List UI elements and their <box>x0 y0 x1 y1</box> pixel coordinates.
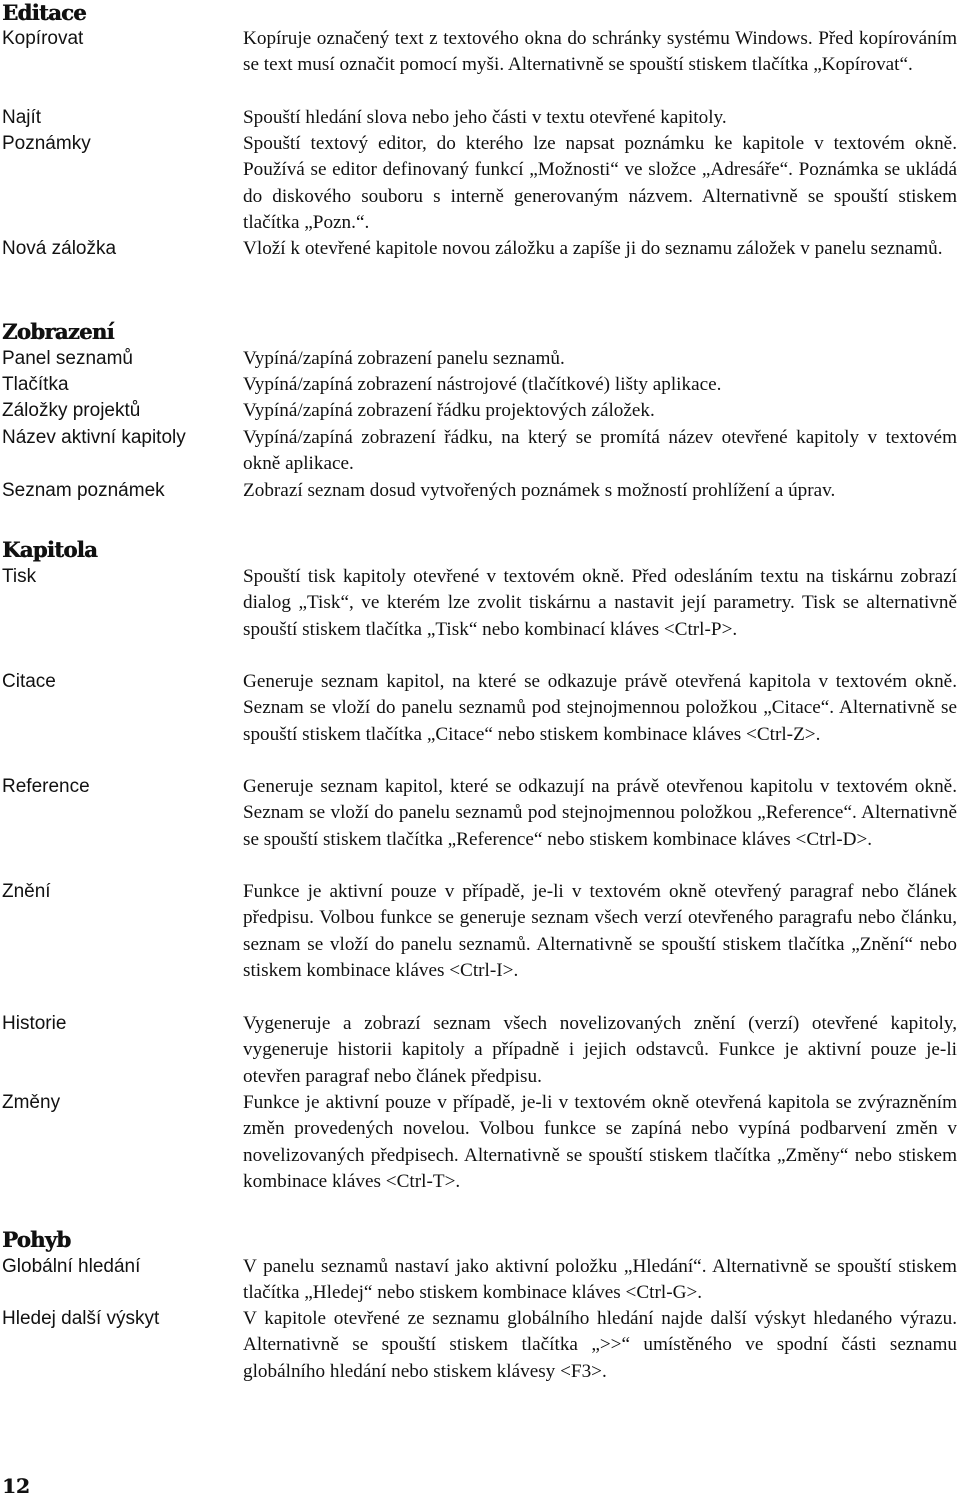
desc-citace: Generuje seznam kapitol, na které se odkazuje právě otevřená kapitola v textovém okně. Seznam se vloží do panelu seznamů pod stejnojmennou položkou „Citace“. Alternativně se spouští stiskem tlačítka „Citace“ nebo stiskem kombinace kláves <Ctrl-Z>. <box>243 671 957 745</box>
term-poznamky: Poznámky <box>2 133 91 154</box>
desc-nazev-aktivni-kapitoly: Vypíná/zapíná zobrazení řádku, na který se promítá název otevřené kapitoly v textovém okně aplikace. <box>243 427 957 475</box>
desc-panel-seznamu: Vypíná/zapíná zobrazení panelu seznamů. <box>243 348 565 369</box>
desc-zmeny: Funkce je aktivní pouze v případě, je-li v textovém okně otevřená kapitola se zvýrazněním změn provedených novelou. Volbou funkce se zapíná nebo vypíná podbarvení změn v novelizovaných předpisech. Alternativně se spouští stiskem tlačítka „Změny“ nebo stiskem kombinace kláves <Ctrl-T>. <box>243 1092 957 1192</box>
desc-zneni: Funkce je aktivní pouze v případě, je-li v textovém okně otevřený paragraf nebo článek předpisu. Volbou funkce se generuje seznam všech verzí otevřeného paragrafu nebo článku, seznam se vloží do panelu seznamů. Alternativně se spouští stiskem tlačítka „Znění“ nebo stiskem kombinace kláves <Ctrl-I>. <box>243 881 957 981</box>
term-kopirovat: Kopírovat <box>2 28 84 49</box>
term-historie: Historie <box>2 1013 67 1034</box>
desc-tlacitka: Vypíná/zapíná zobrazení nástrojové (tlačítkové) lišty aplikace. <box>243 374 722 395</box>
term-globalni-hledani: Globální hledání <box>2 1256 141 1277</box>
section-title-pohyb: Pohyb <box>2 1227 71 1252</box>
desc-historie: Vygeneruje a zobrazí seznam všech novelizovaných znění (verzí) otevřené kapitoly, vygeneruje historii kapitoly a případně i jejich odstavců. Funkce je aktivní pouze je-li otevřen paragraf nebo článek předpisu. <box>243 1013 957 1087</box>
desc-poznamky: Spouští textový editor, do kterého lze napsat poznámku ke kapitole v textovém okně. Používá se editor definovaný funkcí „Možnosti“ ve složce „Adresáře“. Poznámka se ukládá do diskového souboru s interně generovaným názvem. Alternativně se spouští stiskem tlačítka „Pozn.“. <box>243 133 957 233</box>
term-citace: Citace <box>2 671 56 692</box>
term-nazev-aktivni-kapitoly: Název aktivní kapitoly <box>2 427 186 448</box>
desc-nova-zalozka: Vloží k otevřené kapitole novou záložku a zapíše ji do seznamu záložek v panelu seznamů. <box>243 238 943 259</box>
desc-tisk: Spouští tisk kapitoly otevřené v textovém okně. Před odesláním textu na tiskárnu zobrazí dialog „Tisk“, ve kterém lze zvolit tiskárnu a nastavit její parametry. Tisk se alternativně spouští stiskem tlačítka „Tisk“ nebo kombinací kláves <Ctrl-P>. <box>243 566 957 640</box>
desc-globalni-hledani: V panelu seznamů nastaví jako aktivní položku „Hledání“. Alternativně se spouští stiskem tlačítka „Hledej“ nebo stiskem kombinace kláves <Ctrl-G>. <box>243 1256 957 1304</box>
term-zneni: Znění <box>2 881 51 902</box>
desc-najit: Spouští hledání slova nebo jeho části v textu otevřené kapitoly. <box>243 107 727 128</box>
section-title-kapitola: Kapitola <box>2 537 98 562</box>
desc-kopirovat: Kopíruje označený text z textového okna do schránky systému Windows. Před kopírováním se text musí označit pomocí myši. Alternativně se spouští stiskem tlačítka „Kopírovat“. <box>243 28 957 76</box>
term-nova-zalozka: Nová záložka <box>2 238 117 259</box>
term-zalozky-projektu: Záložky projektů <box>2 400 141 421</box>
term-hledej-dalsi-vyskyt: Hledej další výskyt <box>2 1308 160 1329</box>
desc-seznam-poznamek: Zobrazí seznam dosud vytvořených poznámek s možností prohlížení a úprav. <box>243 480 836 501</box>
term-najit: Najít <box>2 107 42 128</box>
desc-reference: Generuje seznam kapitol, které se odkazují na právě otevřenou kapitolu v textovém okně. Seznam se vloží do panelu seznamů pod stejnojmennou položkou „Reference“. Alternativně se spouští stiskem tlačítka „Reference“ nebo stiskem kombinace kláves <Ctrl-D>. <box>243 776 957 850</box>
term-zmeny: Změny <box>2 1092 61 1113</box>
page-number: 12 <box>2 1474 30 1498</box>
section-title-editace: Editace <box>2 0 86 25</box>
section-title-zobrazeni: Zobrazení <box>2 319 114 344</box>
term-tlacitka: Tlačítka <box>2 374 69 395</box>
term-reference: Reference <box>2 776 90 797</box>
term-panel-seznamu: Panel seznamů <box>2 348 133 369</box>
term-seznam-poznamek: Seznam poznámek <box>2 480 165 501</box>
desc-zalozky-projektu: Vypíná/zapíná zobrazení řádku projektových záložek. <box>243 400 655 421</box>
term-tisk: Tisk <box>2 566 37 587</box>
desc-hledej-dalsi-vyskyt: V kapitole otevřené ze seznamu globálního hledání najde další výskyt hledaného výrazu. Alternativně se spouští stiskem tlačítka „>>“ umístěného ve spodní části seznamu globálního hledání nebo stiskem klávesy <F3>. <box>243 1308 957 1382</box>
